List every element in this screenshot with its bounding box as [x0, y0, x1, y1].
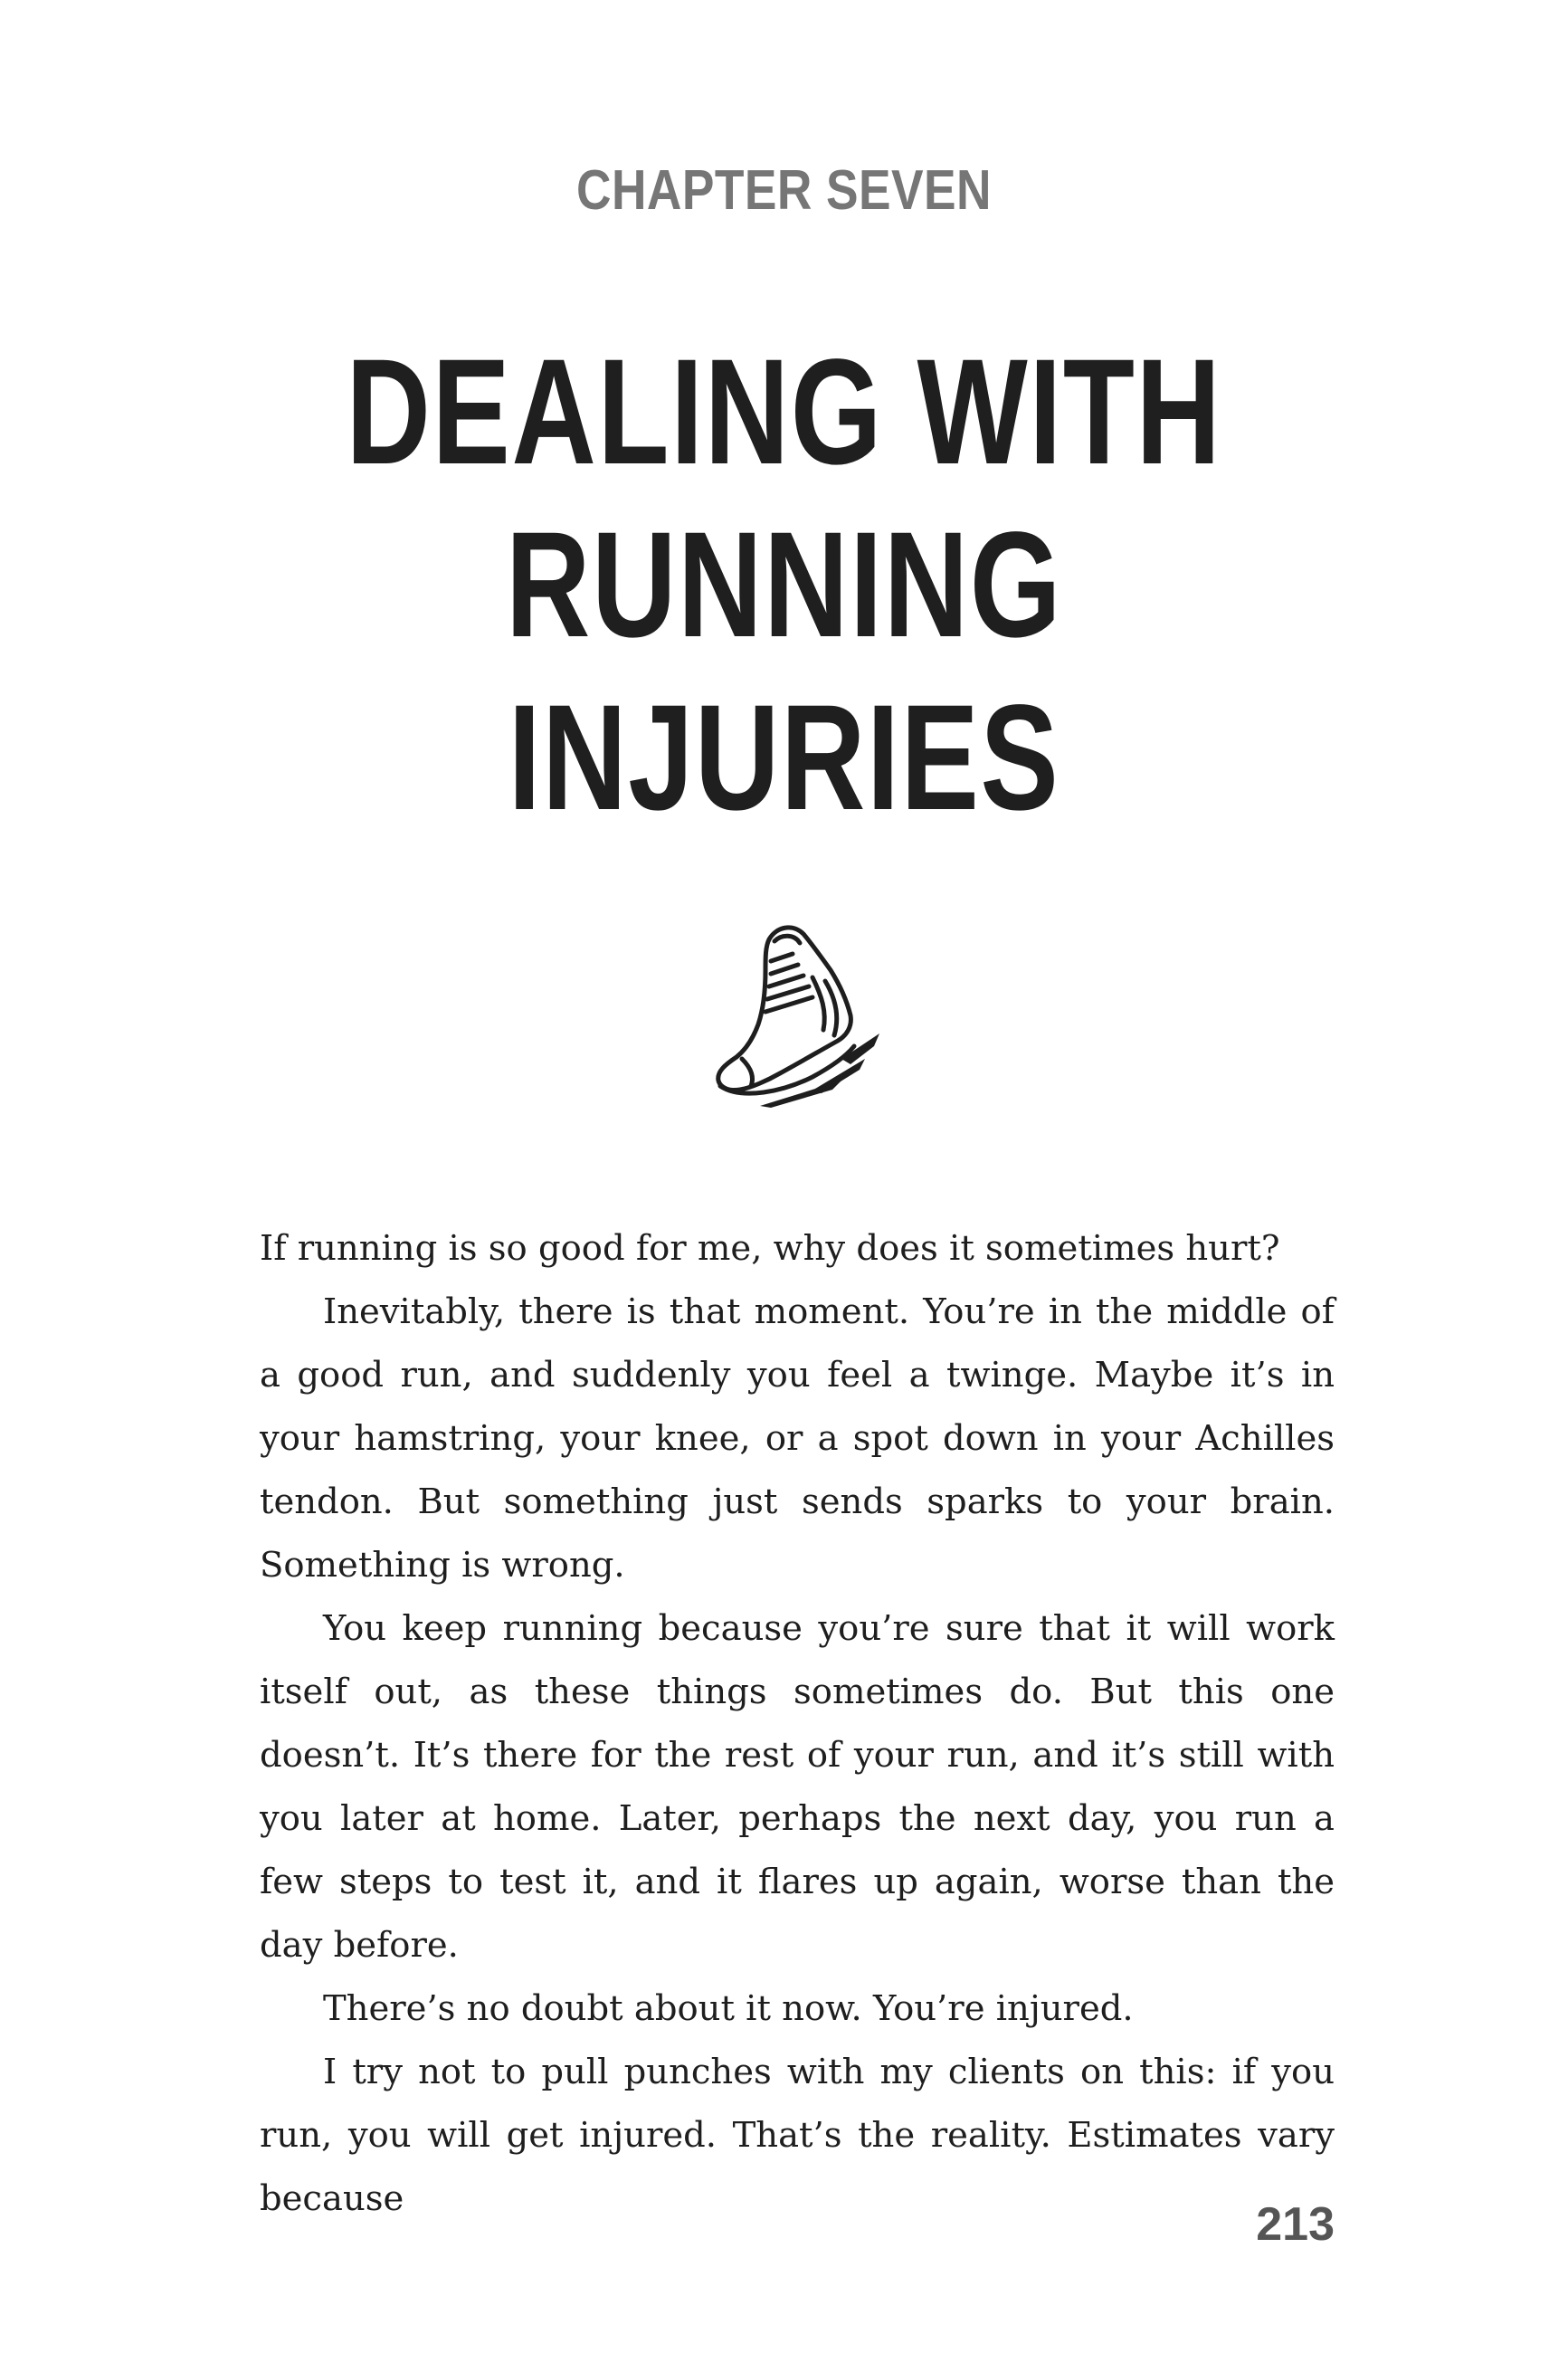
paragraph: If running is so good for me, why does it sometimes hurt?: [260, 1228, 1280, 1269]
chapter-label: CHAPTER SEVEN: [576, 159, 992, 222]
chapter-title: [0, 326, 1568, 844]
page-number: 213: [1256, 2198, 1335, 2251]
paragraph: You keep running because you’re sure that it will work itself out, as these things sometimes do. But this one doesn’t. It’s there for the rest of your run, and it’s still with you later at home. Later, perhaps the next day, you run a few steps to test it, and it flares up again, worse than the day before.: [260, 1608, 1335, 1966]
chapter-title-line: DEALING WITH: [346, 329, 1222, 496]
running-shoe-icon: [706, 914, 887, 1113]
chapter-title-line: RUNNING: [505, 501, 1063, 669]
paragraph: Inevitably, there is that moment. You’re in the middle of a good run, and suddenly you feel a twinge. Maybe it’s in your hamstring, your knee, or a spot down in your Achilles tendon. But something just sends sparks to your brain. Something is wrong.: [260, 1291, 1335, 1586]
body-text: [260, 1217, 1335, 2231]
paragraph: I try not to pull punches with my clients on this: if you run, you will get injured. That’s the reality. Estimates vary because: [260, 2052, 1335, 2219]
chapter-title-line: INJURIES: [508, 674, 1060, 842]
paragraph: There’s no doubt about it now. You’re injured.: [323, 1988, 1134, 2029]
